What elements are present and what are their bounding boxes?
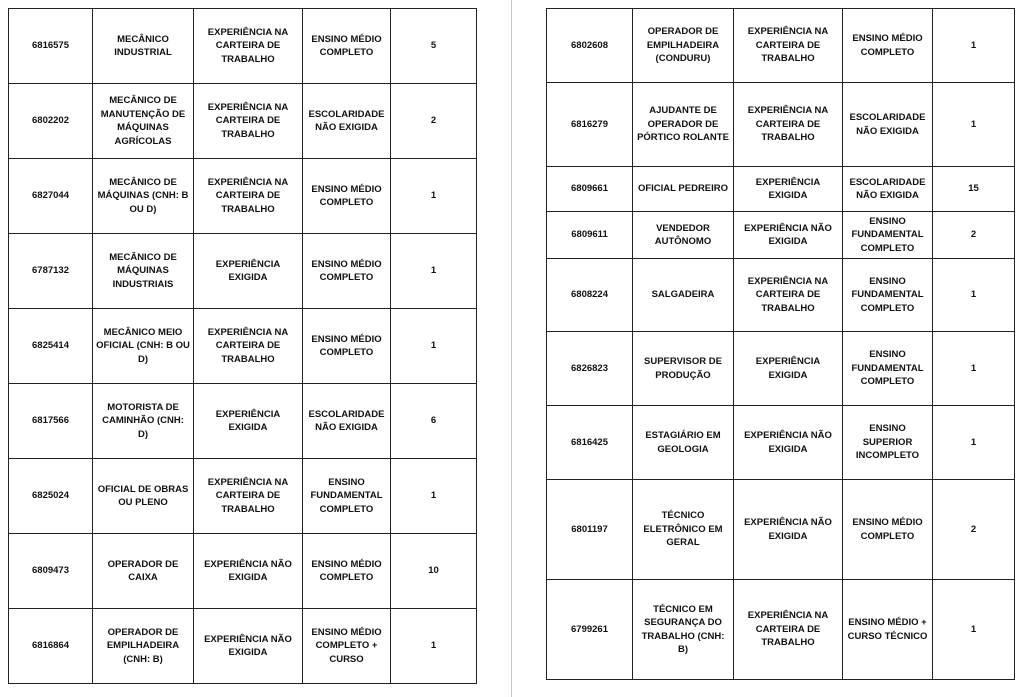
experience-requirement: EXPERIÊNCIA NA CARTEIRA DE TRABALHO [734,83,843,167]
experience-requirement: EXPERIÊNCIA EXIGIDA [734,332,843,406]
job-code: 6816575 [9,9,93,84]
vacancy-count: 1 [391,459,477,534]
education-requirement: ENSINO MÉDIO COMPLETO [843,480,933,580]
education-requirement: ENSINO MÉDIO + CURSO TÉCNICO [843,580,933,680]
table-row [547,406,1015,480]
table-row [547,580,1015,680]
education-requirement: ENSINO MÉDIO COMPLETO [303,234,391,309]
education-requirement: ESCOLARIDADE NÃO EXIGIDA [303,84,391,159]
vacancy-count: 1 [391,309,477,384]
job-code: 6802202 [9,84,93,159]
education-requirement: ENSINO MÉDIO COMPLETO [843,9,933,83]
experience-requirement: EXPERIÊNCIA NA CARTEIRA DE TRABALHO [734,580,843,680]
education-requirement: ENSINO MÉDIO COMPLETO [303,9,391,84]
job-code: 6809473 [9,534,93,609]
table-row [547,259,1015,332]
experience-requirement: EXPERIÊNCIA NA CARTEIRA DE TRABALHO [194,9,303,84]
experience-requirement: EXPERIÊNCIA NÃO EXIGIDA [734,480,843,580]
vacancy-count: 10 [391,534,477,609]
job-code: 6787132 [9,234,93,309]
table-row [9,384,477,459]
job-title: MECÂNICO DE MÁQUINAS (CNH: B OU D) [93,159,194,234]
job-title: MOTORISTA DE CAMINHÃO (CNH: D) [93,384,194,459]
job-title: TÉCNICO EM SEGURANÇA DO TRABALHO (CNH: B) [633,580,734,680]
job-title: ESTAGIÁRIO EM GEOLOGIA [633,406,734,480]
vacancy-count: 1 [933,9,1015,83]
education-requirement: ENSINO FUNDAMENTAL COMPLETO [843,212,933,259]
experience-requirement: EXPERIÊNCIA NA CARTEIRA DE TRABALHO [194,309,303,384]
job-title: SUPERVISOR DE PRODUÇÃO [633,332,734,406]
experience-requirement: EXPERIÊNCIA NÃO EXIGIDA [194,609,303,684]
experience-requirement: EXPERIÊNCIA EXIGIDA [194,384,303,459]
left-job-table [8,8,477,684]
table-row [547,83,1015,167]
job-code: 6827044 [9,159,93,234]
job-code: 6825414 [9,309,93,384]
table-row [9,9,477,84]
job-title: AJUDANTE DE OPERADOR DE PÓRTICO ROLANTE [633,83,734,167]
job-code: 6816864 [9,609,93,684]
education-requirement: ENSINO FUNDAMENTAL COMPLETO [843,259,933,332]
job-code: 6826823 [547,332,633,406]
vacancy-count: 2 [391,84,477,159]
table-row [9,459,477,534]
education-requirement: ESCOLARIDADE NÃO EXIGIDA [843,167,933,212]
experience-requirement: EXPERIÊNCIA EXIGIDA [194,234,303,309]
table-row [9,534,477,609]
education-requirement: ENSINO MÉDIO COMPLETO [303,159,391,234]
vacancy-count: 1 [933,83,1015,167]
job-code: 6801197 [547,480,633,580]
education-requirement: ESCOLARIDADE NÃO EXIGIDA [843,83,933,167]
job-title: OPERADOR DE EMPILHADEIRA (CONDURU) [633,9,734,83]
vacancy-count: 2 [933,480,1015,580]
job-title: OFICIAL DE OBRAS OU PLENO [93,459,194,534]
experience-requirement: EXPERIÊNCIA NÃO EXIGIDA [734,406,843,480]
education-requirement: ESCOLARIDADE NÃO EXIGIDA [303,384,391,459]
vacancy-count: 5 [391,9,477,84]
job-title: MECÂNICO INDUSTRIAL [93,9,194,84]
table-row [547,212,1015,259]
job-title: SALGADEIRA [633,259,734,332]
experience-requirement: EXPERIÊNCIA NA CARTEIRA DE TRABALHO [734,259,843,332]
table-row [9,84,477,159]
education-requirement: ENSINO FUNDAMENTAL COMPLETO [303,459,391,534]
job-title: TÉCNICO ELETRÔNICO EM GERAL [633,480,734,580]
education-requirement: ENSINO SUPERIOR INCOMPLETO [843,406,933,480]
job-title: OFICIAL PEDREIRO [633,167,734,212]
table-row [9,234,477,309]
right-job-table [546,8,1015,680]
experience-requirement: EXPERIÊNCIA NA CARTEIRA DE TRABALHO [194,159,303,234]
job-code: 6809661 [547,167,633,212]
page-divider [511,0,512,697]
job-code: 6799261 [547,580,633,680]
table-row [9,159,477,234]
job-code: 6802608 [547,9,633,83]
vacancy-count: 6 [391,384,477,459]
job-title: VENDEDOR AUTÔNOMO [633,212,734,259]
job-code: 6816425 [547,406,633,480]
job-title: OPERADOR DE EMPILHADEIRA (CNH: B) [93,609,194,684]
education-requirement: ENSINO MÉDIO COMPLETO [303,534,391,609]
vacancy-count: 1 [933,406,1015,480]
vacancy-count: 2 [933,212,1015,259]
table-row [547,480,1015,580]
job-code: 6816279 [547,83,633,167]
job-code: 6809611 [547,212,633,259]
table-row [547,9,1015,83]
experience-requirement: EXPERIÊNCIA NÃO EXIGIDA [194,534,303,609]
experience-requirement: EXPERIÊNCIA EXIGIDA [734,167,843,212]
job-code: 6825024 [9,459,93,534]
vacancy-count: 15 [933,167,1015,212]
table-row [9,309,477,384]
education-requirement: ENSINO MÉDIO COMPLETO [303,309,391,384]
vacancy-count: 1 [391,234,477,309]
job-code: 6817566 [9,384,93,459]
table-row [547,332,1015,406]
job-title: OPERADOR DE CAIXA [93,534,194,609]
education-requirement: ENSINO MÉDIO COMPLETO + CURSO [303,609,391,684]
vacancy-count: 1 [933,332,1015,406]
table-row [9,609,477,684]
job-title: MECÂNICO MEIO OFICIAL (CNH: B OU D) [93,309,194,384]
job-title: MECÂNICO DE MANUTENÇÃO DE MÁQUINAS AGRÍCOLAS [93,84,194,159]
experience-requirement: EXPERIÊNCIA NA CARTEIRA DE TRABALHO [194,84,303,159]
table-row [547,167,1015,212]
experience-requirement: EXPERIÊNCIA NÃO EXIGIDA [734,212,843,259]
job-code: 6808224 [547,259,633,332]
vacancy-count: 1 [391,609,477,684]
vacancy-count: 1 [933,580,1015,680]
experience-requirement: EXPERIÊNCIA NA CARTEIRA DE TRABALHO [194,459,303,534]
education-requirement: ENSINO FUNDAMENTAL COMPLETO [843,332,933,406]
job-title: MECÂNICO DE MÁQUINAS INDUSTRIAIS [93,234,194,309]
vacancy-count: 1 [933,259,1015,332]
vacancy-count: 1 [391,159,477,234]
experience-requirement: EXPERIÊNCIA NA CARTEIRA DE TRABALHO [734,9,843,83]
